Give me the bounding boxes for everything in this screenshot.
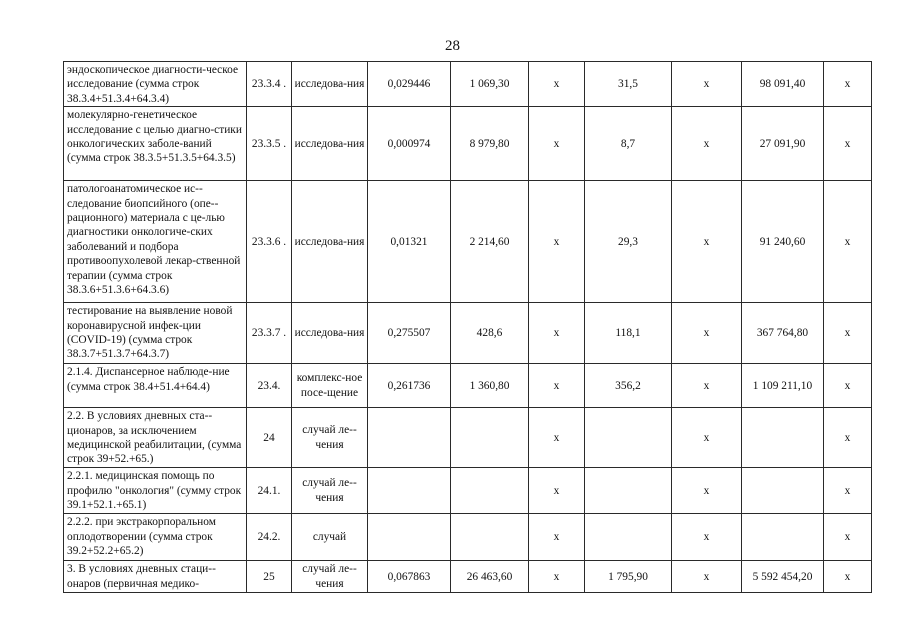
row-code: 24.1. xyxy=(247,468,292,514)
row-col8: х xyxy=(672,303,742,364)
row-col10: х xyxy=(824,62,872,107)
table-row xyxy=(64,408,872,468)
table-row xyxy=(64,364,872,408)
row-col8: х xyxy=(672,468,742,514)
row-cost: 8 979,80 xyxy=(451,107,529,181)
row-unit: исследова-ния xyxy=(292,107,368,181)
row-unit: исследова-ния xyxy=(292,181,368,303)
row-unit: исследова-ния xyxy=(292,62,368,107)
row-col7 xyxy=(585,514,672,561)
row-code: 23.3.7 . xyxy=(247,303,292,364)
row-volume: 0,029446 xyxy=(368,62,451,107)
row-name: тестирование на выявление новой коронавирусной инфек-ции (COVID-19) (сумма строк 38.3.7+51.3.7+64.3.7) xyxy=(64,303,247,364)
row-col6: х xyxy=(529,303,585,364)
row-unit: случай ле-чения xyxy=(292,468,368,514)
row-unit: исследова-ния xyxy=(292,303,368,364)
row-col6: х xyxy=(529,408,585,468)
row-unit: случай ле-чения xyxy=(292,408,368,468)
row-col6: х xyxy=(529,107,585,181)
row-name: 3. В условиях дневных стаци-онаров (первичная медико- xyxy=(64,561,247,593)
row-col7: 356,2 xyxy=(585,364,672,408)
row-col9: 1 109 211,10 xyxy=(742,364,824,408)
row-name: 2.2.2. при экстракорпоральном оплодотворении (сумма строк 39.2+52.2+65.2) xyxy=(64,514,247,561)
row-col9 xyxy=(742,514,824,561)
row-col10: х xyxy=(824,408,872,468)
row-cost: 2 214,60 xyxy=(451,181,529,303)
row-col9 xyxy=(742,468,824,514)
row-cost: 428,6 xyxy=(451,303,529,364)
row-name: 2.1.4. Диспансерное наблюде-ние (сумма строк 38.4+51.4+64.4) xyxy=(64,364,247,408)
row-col10: х xyxy=(824,514,872,561)
row-col7 xyxy=(585,468,672,514)
table-row xyxy=(64,561,872,593)
row-volume: 0,261736 xyxy=(368,364,451,408)
table-row xyxy=(64,468,872,514)
row-col10: х xyxy=(824,561,872,593)
row-col10: х xyxy=(824,468,872,514)
row-col10: х xyxy=(824,303,872,364)
row-col6: х xyxy=(529,364,585,408)
page-number: 28 xyxy=(445,38,460,54)
row-cost xyxy=(451,514,529,561)
row-col8: х xyxy=(672,364,742,408)
row-volume: 0,01321 xyxy=(368,181,451,303)
row-cost xyxy=(451,408,529,468)
row-col8: х xyxy=(672,181,742,303)
row-name: 2.2. В условиях дневных ста-ционаров, за исключением медицинской реабилитации, (сумма строк 39+52.+65.) xyxy=(64,408,247,468)
row-col10: х xyxy=(824,107,872,181)
row-col7: 29,3 xyxy=(585,181,672,303)
row-col8: х xyxy=(672,107,742,181)
row-cost xyxy=(451,468,529,514)
row-col8: х xyxy=(672,514,742,561)
row-name: молекулярно-генетическое исследование с целью диагно-стики онкологических заболе-ваний (сумма строк 38.3.5+51.3.5+64.3.5) xyxy=(64,107,247,181)
row-code: 24.2. xyxy=(247,514,292,561)
row-col6: х xyxy=(529,561,585,593)
tariff-table xyxy=(63,61,872,593)
row-col6: х xyxy=(529,514,585,561)
row-name: патологоанатомическое ис-следование биопсийного (опе-рационного) материала с це-лью диагностики онкологиче-ских заболеваний и подбора противоопухолевой лекар-ственной терапии (сумма строк 38.3.6+51.3.6+64.3.6) xyxy=(64,181,247,303)
row-col6: х xyxy=(529,468,585,514)
row-col7 xyxy=(585,408,672,468)
row-col9: 98 091,40 xyxy=(742,62,824,107)
table-row xyxy=(64,181,872,303)
row-volume: 0,067863 xyxy=(368,561,451,593)
row-code: 24 xyxy=(247,408,292,468)
row-col6: х xyxy=(529,62,585,107)
row-volume xyxy=(368,514,451,561)
row-code: 23.4. xyxy=(247,364,292,408)
row-col8: х xyxy=(672,561,742,593)
table-body xyxy=(64,62,872,593)
row-volume: 0,275507 xyxy=(368,303,451,364)
row-col9: 5 592 454,20 xyxy=(742,561,824,593)
table-row xyxy=(64,514,872,561)
row-code: 25 xyxy=(247,561,292,593)
row-cost: 1 069,30 xyxy=(451,62,529,107)
table-row xyxy=(64,62,872,107)
row-volume xyxy=(368,468,451,514)
row-col7: 31,5 xyxy=(585,62,672,107)
row-volume: 0,000974 xyxy=(368,107,451,181)
row-code: 23.3.5 . xyxy=(247,107,292,181)
row-code: 23.3.6 . xyxy=(247,181,292,303)
row-name: 2.2.1. медицинская помощь по профилю "онкология" (сумму строк 39.1+52.1.+65.1) xyxy=(64,468,247,514)
row-col9 xyxy=(742,408,824,468)
row-col8: х xyxy=(672,62,742,107)
row-col8: х xyxy=(672,408,742,468)
table-row xyxy=(64,107,872,181)
row-col7: 1 795,90 xyxy=(585,561,672,593)
table-row xyxy=(64,303,872,364)
row-code: 23.3.4 . xyxy=(247,62,292,107)
row-unit: случай xyxy=(292,514,368,561)
row-col10: х xyxy=(824,364,872,408)
row-col9: 27 091,90 xyxy=(742,107,824,181)
row-col10: х xyxy=(824,181,872,303)
row-col9: 367 764,80 xyxy=(742,303,824,364)
row-volume xyxy=(368,408,451,468)
row-col7: 8,7 xyxy=(585,107,672,181)
row-col6: х xyxy=(529,181,585,303)
row-unit: комплекс-ное посе-щение xyxy=(292,364,368,408)
row-unit: случай ле-чения xyxy=(292,561,368,593)
row-cost: 1 360,80 xyxy=(451,364,529,408)
row-col9: 91 240,60 xyxy=(742,181,824,303)
row-name: эндоскопическое диагности-ческое исследование (сумма строк 38.3.4+51.3.4+64.3.4) xyxy=(64,62,247,107)
row-cost: 26 463,60 xyxy=(451,561,529,593)
row-col7: 118,1 xyxy=(585,303,672,364)
